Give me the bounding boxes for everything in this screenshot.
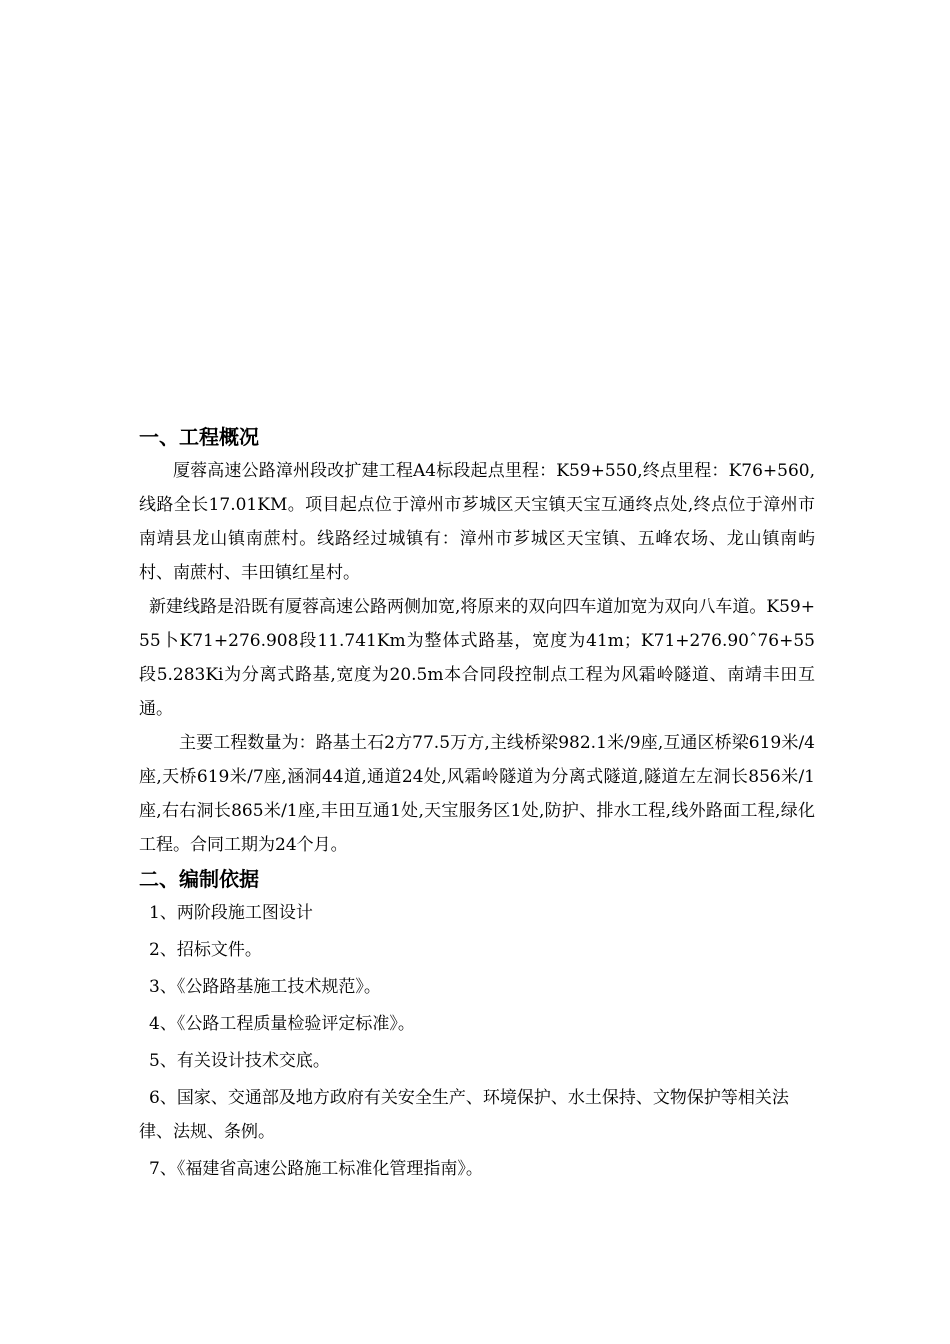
basis-list-item: 7、《福建省高速公路施工标准化管理指南》。 bbox=[149, 1159, 483, 1179]
basis-list-item: 6、国家、交通部及地方政府有关安全生产、环境保护、水土保持、文物保护等相关法律、法规、条例。 bbox=[139, 1088, 789, 1142]
basis-list-item: 5、有关设计技术交底。 bbox=[149, 1051, 330, 1071]
document-body bbox=[139, 420, 815, 1186]
overview-paragraph-1: 厦蓉高速公路漳州段改扩建工程A4标段起点里程：K59+550,终点里程：K76+560,线路全长17.01KM。项目起点位于漳州市芗城区天宝镇天宝互通终点处,终点位于漳州市南靖县龙山镇南蔗村。线路经过城镇有：漳州市芗城区天宝镇、五峰农场、龙山镇南屿村、南蔗村、丰田镇红星村。 bbox=[139, 461, 815, 583]
section-heading-overview: 一、工程概况 bbox=[139, 425, 259, 449]
overview-paragraph-3: 主要工程数量为：路基土石2方77.5万方,主线桥梁982.1米/9座,互通区桥梁619米/4座,天桥619米/7座,涵洞44道,通道24处,风霜岭隧道为分离式隧道,隧道左左洞长856米/1座,右右洞长865米/1座,丰田互通1处,天宝服务区1处,防护、排水工程,线外路面工程,绿化工程。合同工期为24个月。 bbox=[139, 733, 815, 855]
basis-list-item: 3、《公路路基施工技术规范》。 bbox=[149, 977, 381, 997]
basis-list-item: 2、招标文件。 bbox=[149, 940, 262, 960]
basis-list-item: 1、两阶段施工图设计 bbox=[149, 903, 313, 923]
overview-paragraph-2: 新建线路是沿既有厦蓉高速公路两侧加宽,将原来的双向四车道加宽为双向八车道。K59+55卜K71+276.908段11.741Km为整体式路基，宽度为41m；K71+276.90ˆ76+55段5.283Ki为分离式路基,宽度为20.5m本合同段控制点工程为风霜岭隧道、南靖丰田互通。 bbox=[139, 597, 815, 719]
basis-list-item: 4、《公路工程质量检验评定标准》。 bbox=[149, 1014, 415, 1034]
basis-list bbox=[139, 896, 815, 1186]
section-heading-basis: 二、编制依据 bbox=[139, 867, 259, 891]
